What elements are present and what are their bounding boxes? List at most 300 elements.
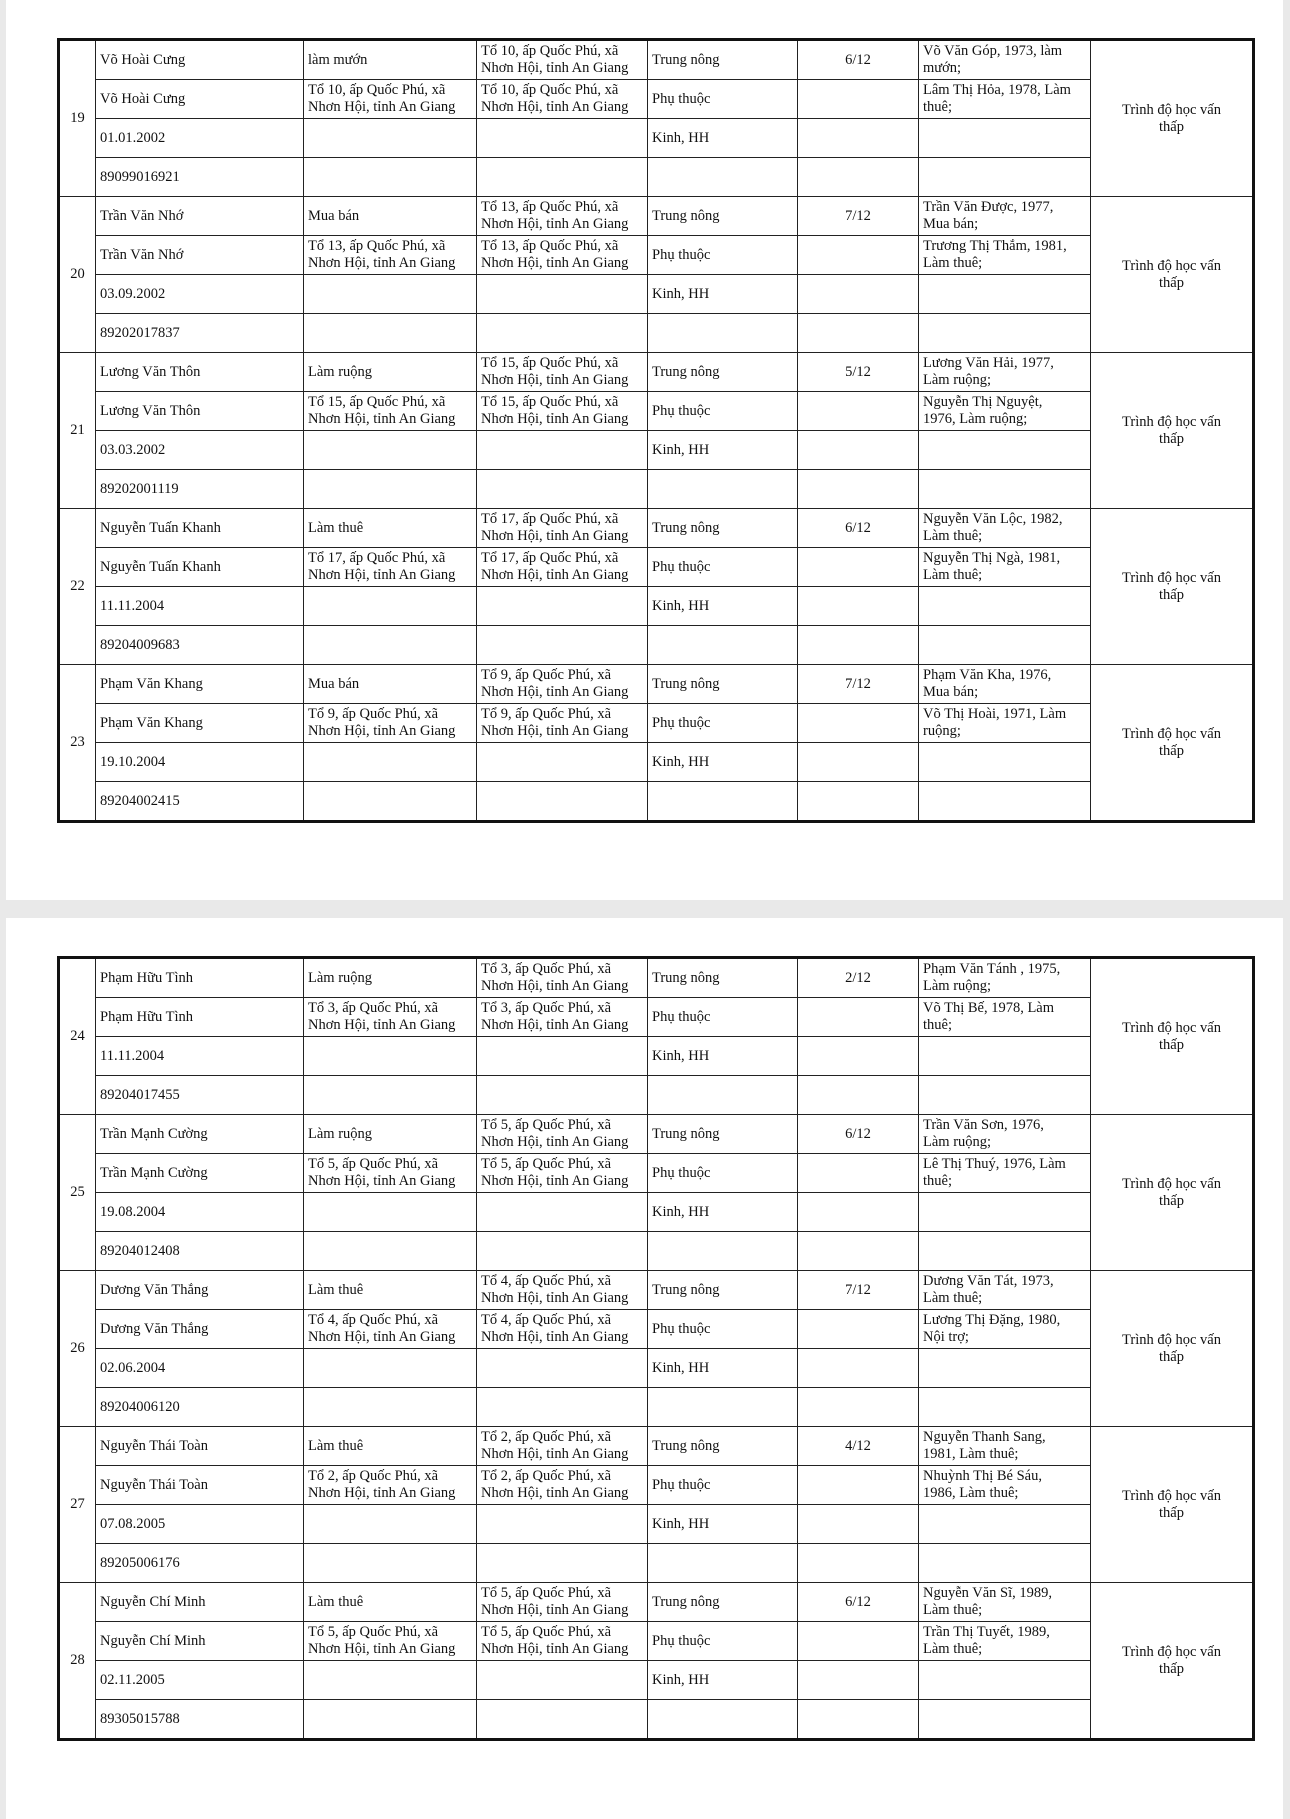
record-note — [1091, 509, 1254, 665]
record-empty-cell — [477, 782, 648, 822]
record-permanent-address — [477, 392, 648, 431]
record-name: Phạm Văn Khang — [96, 665, 304, 704]
record-empty-cell — [798, 1544, 919, 1583]
record-occupation: Làm ruộng — [304, 353, 477, 392]
record-empty-cell — [477, 119, 648, 158]
hometown-line-1: Tổ 5, ấp Quốc Phú, xã — [308, 1156, 439, 1172]
record-current-address — [477, 1271, 648, 1310]
mother-line-1: Nhuỳnh Thị Bé Sáu, — [923, 1468, 1042, 1484]
record-empty-cell — [798, 236, 919, 275]
permanent-address-line-1: Tổ 2, ấp Quốc Phú, xã — [481, 1468, 612, 1484]
record-occupation: Mua bán — [304, 197, 477, 236]
record-name: Nguyễn Chí Minh — [96, 1583, 304, 1622]
current-address-line-2: Nhơn Hội, tỉnh An Giang — [481, 528, 629, 544]
record-empty-cell — [919, 626, 1091, 665]
record-father — [919, 197, 1091, 236]
record-empty-cell — [477, 1700, 648, 1740]
current-address-line-2: Nhơn Hội, tỉnh An Giang — [481, 1602, 629, 1618]
record-name-repeat: Nguyễn Thái Toàn — [96, 1466, 304, 1505]
record-father — [919, 1115, 1091, 1154]
mother-line-2: Làm thuê; — [923, 1641, 983, 1657]
father-line-1: Nguyễn Thanh Sang, — [923, 1429, 1046, 1445]
note-line-1: Trình độ học vấn — [1122, 101, 1221, 118]
record-ethnicity-religion: Kinh, HH — [648, 275, 798, 314]
record-occupation: Làm thuê — [304, 1271, 477, 1310]
mother-line-2: thuê; — [923, 1017, 952, 1033]
record-ethnicity-religion: Kinh, HH — [648, 431, 798, 470]
mother-line-1: Lâm Thị Hỏa, 1978, Làm — [923, 82, 1071, 98]
record-empty-cell — [304, 1349, 477, 1388]
current-address-line-1: Tổ 5, ấp Quốc Phú, xã — [481, 1117, 612, 1133]
registry-table-2 — [57, 956, 1255, 1741]
permanent-address-line-2: Nhơn Hội, tỉnh An Giang — [481, 723, 629, 739]
record-education-level: 6/12 — [798, 1115, 919, 1154]
mother-line-2: Nội trợ; — [923, 1329, 969, 1345]
current-address-line-1: Tổ 3, ấp Quốc Phú, xã — [481, 961, 612, 977]
record-row-3 — [59, 1505, 1254, 1544]
record-empty-cell — [919, 1193, 1091, 1232]
record-family-status: Phụ thuộc — [648, 548, 798, 587]
record-note — [1091, 1427, 1254, 1583]
record-permanent-address — [477, 80, 648, 119]
record-empty-cell — [304, 275, 477, 314]
hometown-line-2: Nhơn Hội, tỉnh An Giang — [308, 567, 456, 583]
father-line-2: Làm ruộng; — [923, 978, 992, 994]
record-name: Nguyễn Thái Toàn — [96, 1427, 304, 1466]
record-name: Phạm Hữu Tình — [96, 958, 304, 998]
record-row-1 — [59, 1427, 1254, 1466]
record-name-repeat: Lương Văn Thôn — [96, 392, 304, 431]
record-permanent-address — [477, 236, 648, 275]
record-note — [1091, 1271, 1254, 1427]
record-row-4 — [59, 782, 1254, 822]
record-family-status: Phụ thuộc — [648, 1466, 798, 1505]
record-id-number: 89204017455 — [96, 1076, 304, 1115]
father-line-2: Mua bán; — [923, 684, 979, 700]
mother-line-1: Nguyễn Thị Ngà, 1981, — [923, 550, 1061, 566]
record-row-4 — [59, 1544, 1254, 1583]
hometown-line-1: Tổ 9, ấp Quốc Phú, xã — [308, 706, 439, 722]
record-id-number: 89204006120 — [96, 1388, 304, 1427]
hometown-line-1: Tổ 13, ấp Quốc Phú, xã — [308, 238, 446, 254]
record-name-repeat: Trần Văn Nhớ — [96, 236, 304, 275]
record-empty-cell — [477, 1076, 648, 1115]
record-education-level: 2/12 — [798, 958, 919, 998]
record-occupation: làm mướn — [304, 40, 477, 80]
hometown-line-2: Nhơn Hội, tỉnh An Giang — [308, 1017, 456, 1033]
record-id-number: 89202001119 — [96, 470, 304, 509]
current-address-line-1: Tổ 15, ấp Quốc Phú, xã — [481, 355, 619, 371]
record-ethnicity-religion: Kinh, HH — [648, 1505, 798, 1544]
record-ethnicity-religion: Kinh, HH — [648, 587, 798, 626]
record-row-3 — [59, 119, 1254, 158]
record-hometown — [304, 1622, 477, 1661]
record-empty-cell — [798, 1310, 919, 1349]
record-empty-cell — [919, 1544, 1091, 1583]
record-occupation: Làm thuê — [304, 1583, 477, 1622]
mother-line-2: 1976, Làm ruộng; — [923, 411, 1028, 427]
record-current-address — [477, 665, 648, 704]
record-ethnicity-religion: Kinh, HH — [648, 743, 798, 782]
note-line-2: thấp — [1159, 274, 1184, 291]
record-row-2 — [59, 1622, 1254, 1661]
mother-line-2: Làm thuê; — [923, 255, 983, 271]
record-empty-cell — [919, 1505, 1091, 1544]
record-empty-cell — [648, 470, 798, 509]
record-row-4 — [59, 158, 1254, 197]
record-mother — [919, 80, 1091, 119]
record-id-number: 89099016921 — [96, 158, 304, 197]
record-row-3 — [59, 587, 1254, 626]
record-education-level: 6/12 — [798, 40, 919, 80]
record-birth-date: 02.06.2004 — [96, 1349, 304, 1388]
father-line-1: Lương Văn Hải, 1977, — [923, 355, 1054, 371]
record-class: Trung nông — [648, 1583, 798, 1622]
current-address-line-1: Tổ 2, ấp Quốc Phú, xã — [481, 1429, 612, 1445]
record-empty-cell — [798, 314, 919, 353]
current-address-line-1: Tổ 17, ấp Quốc Phú, xã — [481, 511, 619, 527]
record-empty-cell — [798, 470, 919, 509]
record-current-address — [477, 1115, 648, 1154]
record-empty-cell — [648, 1076, 798, 1115]
hometown-line-2: Nhơn Hội, tỉnh An Giang — [308, 99, 456, 115]
record-row-3 — [59, 743, 1254, 782]
record-empty-cell — [304, 1388, 477, 1427]
record-empty-cell — [304, 314, 477, 353]
record-education-level: 5/12 — [798, 353, 919, 392]
record-father — [919, 1427, 1091, 1466]
father-line-2: Làm ruộng; — [923, 1134, 992, 1150]
record-empty-cell — [304, 743, 477, 782]
hometown-line-1: Tổ 4, ấp Quốc Phú, xã — [308, 1312, 439, 1328]
record-note — [1091, 1583, 1254, 1740]
note-line-1: Trình độ học vấn — [1122, 569, 1221, 586]
record-empty-cell — [798, 743, 919, 782]
record-empty-cell — [919, 1037, 1091, 1076]
permanent-address-line-2: Nhơn Hội, tỉnh An Giang — [481, 1641, 629, 1657]
permanent-address-line-1: Tổ 4, ấp Quốc Phú, xã — [481, 1312, 612, 1328]
record-mother — [919, 1622, 1091, 1661]
record-current-address — [477, 353, 648, 392]
record-empty-cell — [304, 470, 477, 509]
note-line-2: thấp — [1159, 1660, 1184, 1677]
record-empty-cell — [919, 158, 1091, 197]
record-empty-cell — [919, 782, 1091, 822]
record-occupation: Mua bán — [304, 665, 477, 704]
note-line-1: Trình độ học vấn — [1122, 413, 1221, 430]
permanent-address-line-1: Tổ 15, ấp Quốc Phú, xã — [481, 394, 619, 410]
record-empty-cell — [798, 1154, 919, 1193]
record-row-4 — [59, 1232, 1254, 1271]
record-hometown — [304, 1310, 477, 1349]
record-empty-cell — [648, 1700, 798, 1740]
mother-line-1: Lương Thị Đặng, 1980, — [923, 1312, 1061, 1328]
record-row-3 — [59, 1349, 1254, 1388]
record-class: Trung nông — [648, 353, 798, 392]
record-empty-cell — [798, 80, 919, 119]
note-line-2: thấp — [1159, 586, 1184, 603]
note-line-2: thấp — [1159, 1192, 1184, 1209]
record-father — [919, 1271, 1091, 1310]
record-birth-date: 19.10.2004 — [96, 743, 304, 782]
record-empty-cell — [477, 1232, 648, 1271]
note-line-1: Trình độ học vấn — [1122, 1175, 1221, 1192]
record-mother — [919, 392, 1091, 431]
record-birth-date: 01.01.2002 — [96, 119, 304, 158]
record-empty-cell — [798, 1232, 919, 1271]
record-id-number: 89204002415 — [96, 782, 304, 822]
record-father — [919, 958, 1091, 998]
record-row-1 — [59, 1583, 1254, 1622]
registry-body-1 — [59, 40, 1254, 822]
record-mother — [919, 236, 1091, 275]
mother-line-2: ruộng; — [923, 723, 961, 739]
record-empty-cell — [304, 626, 477, 665]
record-name-repeat: Nguyễn Chí Minh — [96, 1622, 304, 1661]
mother-line-1: Lê Thị Thuý, 1976, Làm — [923, 1156, 1066, 1172]
record-row-2 — [59, 1310, 1254, 1349]
record-empty-cell — [477, 470, 648, 509]
record-mother — [919, 704, 1091, 743]
father-line-2: Làm ruộng; — [923, 372, 992, 388]
hometown-line-2: Nhơn Hội, tỉnh An Giang — [308, 723, 456, 739]
record-id-number: 89205006176 — [96, 1544, 304, 1583]
record-permanent-address — [477, 998, 648, 1037]
record-permanent-address — [477, 548, 648, 587]
record-mother — [919, 1466, 1091, 1505]
mother-line-1: Trương Thị Thắm, 1981, — [923, 238, 1067, 254]
record-note — [1091, 1115, 1254, 1271]
father-line-1: Trần Văn Được, 1977, — [923, 199, 1054, 215]
father-line-2: mướn; — [923, 60, 962, 76]
record-occupation: Làm ruộng — [304, 1115, 477, 1154]
record-education-level: 7/12 — [798, 665, 919, 704]
record-empty-cell — [477, 1388, 648, 1427]
record-class: Trung nông — [648, 958, 798, 998]
hometown-line-1: Tổ 10, ấp Quốc Phú, xã — [308, 82, 446, 98]
record-empty-cell — [919, 431, 1091, 470]
record-empty-cell — [477, 314, 648, 353]
record-stt: 23 — [59, 665, 96, 822]
permanent-address-line-2: Nhơn Hội, tỉnh An Giang — [481, 567, 629, 583]
father-line-2: Mua bán; — [923, 216, 979, 232]
record-hometown — [304, 392, 477, 431]
document-page-1 — [6, 0, 1283, 900]
record-empty-cell — [304, 119, 477, 158]
permanent-address-line-1: Tổ 13, ấp Quốc Phú, xã — [481, 238, 619, 254]
father-line-2: Làm thuê; — [923, 528, 983, 544]
record-stt: 20 — [59, 197, 96, 353]
record-father — [919, 353, 1091, 392]
record-row-3 — [59, 275, 1254, 314]
record-hometown — [304, 236, 477, 275]
record-name-repeat: Trần Mạnh Cường — [96, 1154, 304, 1193]
record-empty-cell — [648, 782, 798, 822]
record-empty-cell — [798, 998, 919, 1037]
permanent-address-line-1: Tổ 9, ấp Quốc Phú, xã — [481, 706, 612, 722]
record-name: Võ Hoài Cưng — [96, 40, 304, 80]
record-empty-cell — [919, 1076, 1091, 1115]
record-row-2 — [59, 998, 1254, 1037]
record-empty-cell — [798, 392, 919, 431]
mother-line-1: Võ Thị Bế, 1978, Làm — [923, 1000, 1055, 1016]
record-stt: 26 — [59, 1271, 96, 1427]
record-row-1 — [59, 353, 1254, 392]
record-empty-cell — [798, 1505, 919, 1544]
record-mother — [919, 1154, 1091, 1193]
record-row-1 — [59, 958, 1254, 998]
record-empty-cell — [919, 275, 1091, 314]
hometown-line-2: Nhơn Hội, tỉnh An Giang — [308, 255, 456, 271]
record-family-status: Phụ thuộc — [648, 1622, 798, 1661]
current-address-line-1: Tổ 13, ấp Quốc Phú, xã — [481, 199, 619, 215]
father-line-1: Nguyễn Văn Lộc, 1982, — [923, 511, 1063, 527]
mother-line-1: Trần Thị Tuyết, 1989, — [923, 1624, 1050, 1640]
record-hometown — [304, 1466, 477, 1505]
record-hometown — [304, 80, 477, 119]
father-line-1: Phạm Văn Kha, 1976, — [923, 667, 1052, 683]
document-page-2 — [6, 918, 1283, 1819]
record-class: Trung nông — [648, 509, 798, 548]
record-family-status: Phụ thuộc — [648, 80, 798, 119]
record-row-2 — [59, 1466, 1254, 1505]
record-empty-cell — [798, 431, 919, 470]
record-empty-cell — [798, 587, 919, 626]
record-current-address — [477, 197, 648, 236]
record-name: Nguyễn Tuấn Khanh — [96, 509, 304, 548]
record-class: Trung nông — [648, 1427, 798, 1466]
record-stt: 24 — [59, 958, 96, 1115]
record-father — [919, 665, 1091, 704]
record-class: Trung nông — [648, 1115, 798, 1154]
record-birth-date: 11.11.2004 — [96, 587, 304, 626]
record-permanent-address — [477, 1622, 648, 1661]
record-birth-date: 03.09.2002 — [96, 275, 304, 314]
record-id-number: 89202017837 — [96, 314, 304, 353]
mother-line-1: Nguyễn Thị Nguyệt, — [923, 394, 1043, 410]
record-empty-cell — [304, 1661, 477, 1700]
current-address-line-1: Tổ 4, ấp Quốc Phú, xã — [481, 1273, 612, 1289]
permanent-address-line-2: Nhơn Hội, tỉnh An Giang — [481, 1485, 629, 1501]
record-empty-cell — [477, 1661, 648, 1700]
record-row-3 — [59, 431, 1254, 470]
record-empty-cell — [798, 782, 919, 822]
record-mother — [919, 998, 1091, 1037]
note-line-2: thấp — [1159, 430, 1184, 447]
record-family-status: Phụ thuộc — [648, 704, 798, 743]
father-line-1: Phạm Văn Tánh , 1975, — [923, 961, 1061, 977]
note-line-2: thấp — [1159, 1504, 1184, 1521]
record-stt: 22 — [59, 509, 96, 665]
record-education-level: 6/12 — [798, 1583, 919, 1622]
record-birth-date: 11.11.2004 — [96, 1037, 304, 1076]
record-empty-cell — [798, 548, 919, 587]
record-empty-cell — [919, 470, 1091, 509]
record-occupation: Làm thuê — [304, 1427, 477, 1466]
record-hometown — [304, 704, 477, 743]
hometown-line-1: Tổ 17, ấp Quốc Phú, xã — [308, 550, 446, 566]
record-mother — [919, 548, 1091, 587]
hometown-line-2: Nhơn Hội, tỉnh An Giang — [308, 1485, 456, 1501]
father-line-2: Làm thuê; — [923, 1602, 983, 1618]
record-permanent-address — [477, 1466, 648, 1505]
record-family-status: Phụ thuộc — [648, 1310, 798, 1349]
record-empty-cell — [304, 782, 477, 822]
record-row-4 — [59, 1388, 1254, 1427]
record-row-2 — [59, 236, 1254, 275]
mother-line-2: thuê; — [923, 1173, 952, 1189]
father-line-2: 1981, Làm thuê; — [923, 1446, 1019, 1462]
record-name-repeat: Nguyễn Tuấn Khanh — [96, 548, 304, 587]
record-note — [1091, 197, 1254, 353]
record-note — [1091, 958, 1254, 1115]
record-empty-cell — [477, 158, 648, 197]
note-line-1: Trình độ học vấn — [1122, 725, 1221, 742]
permanent-address-line-1: Tổ 5, ấp Quốc Phú, xã — [481, 1156, 612, 1172]
record-empty-cell — [798, 1700, 919, 1740]
record-birth-date: 03.03.2002 — [96, 431, 304, 470]
note-line-2: thấp — [1159, 1036, 1184, 1053]
father-line-1: Nguyễn Văn Sĩ, 1989, — [923, 1585, 1053, 1601]
record-ethnicity-religion: Kinh, HH — [648, 1661, 798, 1700]
record-current-address — [477, 1427, 648, 1466]
record-row-4 — [59, 1076, 1254, 1115]
current-address-line-1: Tổ 10, ấp Quốc Phú, xã — [481, 43, 619, 59]
record-row-2 — [59, 392, 1254, 431]
record-empty-cell — [477, 275, 648, 314]
record-father — [919, 40, 1091, 80]
record-occupation: Làm ruộng — [304, 958, 477, 998]
record-row-1 — [59, 1115, 1254, 1154]
permanent-address-line-1: Tổ 3, ấp Quốc Phú, xã — [481, 1000, 612, 1016]
note-line-1: Trình độ học vấn — [1122, 257, 1221, 274]
note-line-2: thấp — [1159, 1348, 1184, 1365]
record-ethnicity-religion: Kinh, HH — [648, 1193, 798, 1232]
record-permanent-address — [477, 704, 648, 743]
hometown-line-2: Nhơn Hội, tỉnh An Giang — [308, 1641, 456, 1657]
record-row-4 — [59, 1700, 1254, 1740]
record-occupation: Làm thuê — [304, 509, 477, 548]
record-name: Trần Mạnh Cường — [96, 1115, 304, 1154]
record-ethnicity-religion: Kinh, HH — [648, 119, 798, 158]
father-line-1: Dương Văn Tát, 1973, — [923, 1273, 1054, 1289]
record-empty-cell — [798, 158, 919, 197]
record-current-address — [477, 509, 648, 548]
mother-line-2: thuê; — [923, 99, 952, 115]
record-current-address — [477, 1583, 648, 1622]
record-empty-cell — [919, 1700, 1091, 1740]
record-empty-cell — [304, 1700, 477, 1740]
record-empty-cell — [919, 314, 1091, 353]
record-empty-cell — [798, 1193, 919, 1232]
record-empty-cell — [477, 1193, 648, 1232]
record-current-address — [477, 958, 648, 998]
record-empty-cell — [304, 1076, 477, 1115]
permanent-address-line-2: Nhơn Hội, tỉnh An Giang — [481, 411, 629, 427]
permanent-address-line-1: Tổ 10, ấp Quốc Phú, xã — [481, 82, 619, 98]
record-id-number: 89204012408 — [96, 1232, 304, 1271]
record-father — [919, 509, 1091, 548]
record-name-repeat: Phạm Văn Khang — [96, 704, 304, 743]
note-line-2: thấp — [1159, 118, 1184, 135]
record-row-3 — [59, 1661, 1254, 1700]
hometown-line-1: Tổ 15, ấp Quốc Phú, xã — [308, 394, 446, 410]
record-empty-cell — [648, 314, 798, 353]
note-line-1: Trình độ học vấn — [1122, 1331, 1221, 1348]
record-stt: 19 — [59, 40, 96, 197]
record-empty-cell — [304, 1037, 477, 1076]
record-hometown — [304, 998, 477, 1037]
